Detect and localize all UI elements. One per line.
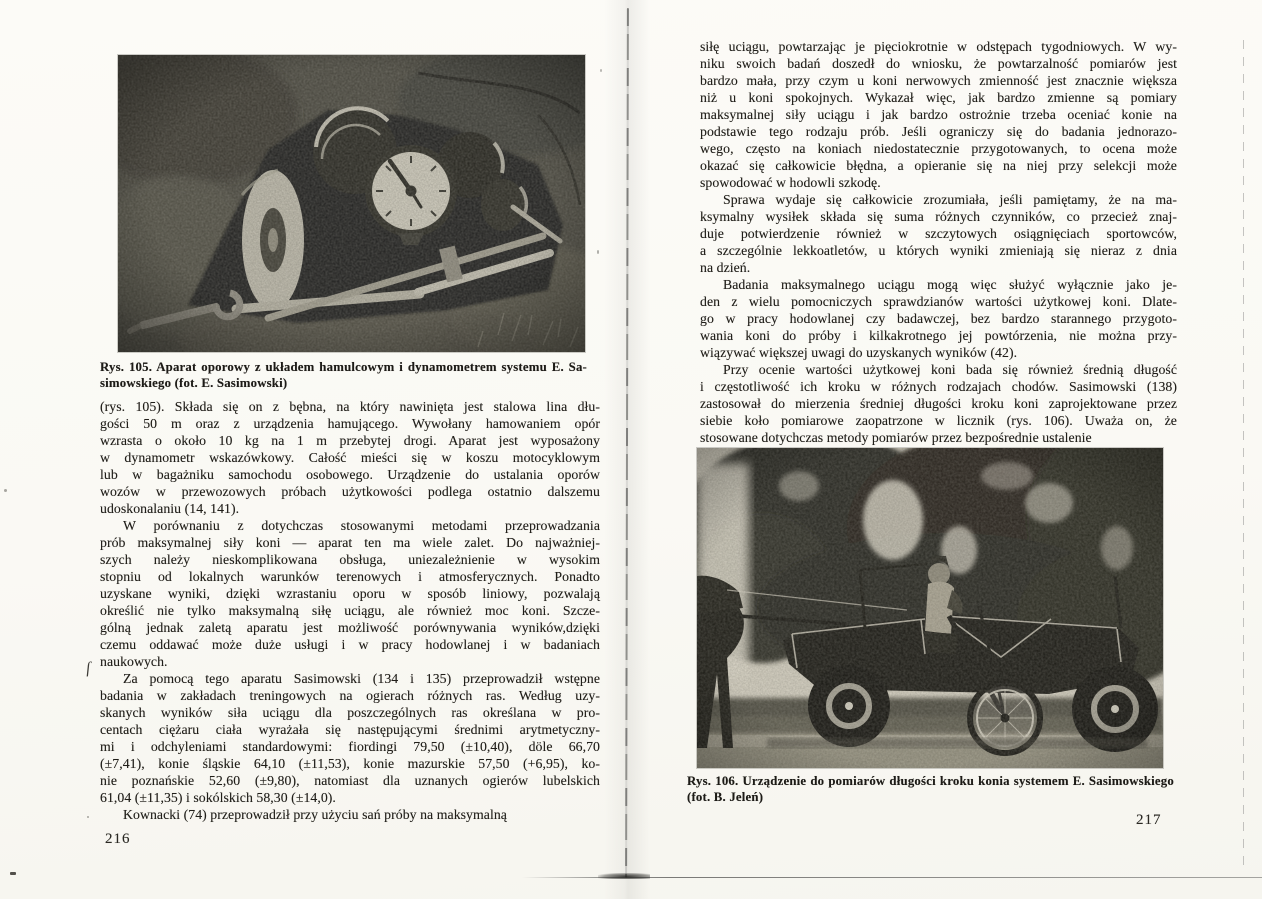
text-line: czemu oddawać może duże usługi i w pracy hodowlanej i w badaniach bbox=[100, 637, 600, 652]
text-line: gości 50 m oraz z urządzenia hamującego. Wywołany hamowaniem opór bbox=[100, 416, 600, 431]
left-page-body-text bbox=[100, 398, 600, 823]
text-line: Za pomocą tego aparatu Sasimowski (134 i 135) przeprowadził wstępne bbox=[123, 671, 600, 686]
text-line: Kownacki (74) przeprowadził przy użyciu sań próby na maksymalną bbox=[123, 807, 507, 822]
text-line: Badania maksymalnego uciągu mogą więc służyć wyłącznie jako je- bbox=[723, 277, 1177, 292]
text-line: wiązywać większej uwagi do uzyskanych wyników (42). bbox=[700, 345, 1018, 360]
text-line: mi i odchyleniami standardowymi: fiordingi 79,50 (±10,40), döle 66,70 bbox=[100, 739, 600, 754]
text-line: siebie koło pomiarowe zaopatrzone w licznik (rys. 106). Uważa on, że bbox=[700, 413, 1177, 428]
paragraph bbox=[100, 517, 600, 670]
ink-speck bbox=[4, 489, 7, 492]
right-page-body-text bbox=[700, 38, 1177, 446]
text-line: w dynamometr wskazówkowy. Całość mieści się w koszu motocyklowym bbox=[100, 450, 600, 465]
figure-106-illustration bbox=[697, 448, 1163, 768]
figure-105-photo bbox=[118, 55, 585, 352]
text-line: stosowane dotychczas metody pomiarów przez bezpośrednie ustalenie bbox=[700, 430, 1092, 445]
text-line: a szczególnie lekkoatletów, u których wyniki zmieniają się nieraz z dnia bbox=[700, 243, 1177, 258]
ink-speck bbox=[600, 69, 602, 72]
text-line: szych należy nieskomplikowana obsługa, uniezależnienie w wysokim bbox=[100, 552, 600, 567]
handwritten-margin-mark: ſ bbox=[85, 659, 92, 678]
scan-bottom-ink-blot bbox=[598, 873, 650, 879]
text-line: podstawie tego rodzaju prób. Jeśli ograniczy się do badania jednorazo- bbox=[700, 124, 1177, 139]
text-line: go w pracy hodowlanej czy badawczej, bez bardzo starannego przygoto- bbox=[700, 311, 1177, 326]
text-line: nie poznańskie 52,60 (±9,80), natomiast dla uznanych ogierów lubelskich bbox=[100, 773, 600, 788]
paragraph bbox=[100, 398, 600, 517]
text-line: wozów w przewozowych próbach użytkowości podlega ostatnio dalszemu bbox=[100, 484, 600, 499]
text-line: maksymalnej siły uciągu i jak bardzo ostrożnie trzeba oceniać konie na bbox=[700, 107, 1177, 122]
text-line: siłę uciągu, powtarzając je pięciokrotnie w odstępach tygodniowych. W wy- bbox=[700, 39, 1177, 54]
text-line: (fot. B. Jeleń) bbox=[687, 789, 764, 804]
paragraph bbox=[100, 670, 600, 806]
text-line: wania koni do próby i kilkakrotnego jej powtórzenia, nie można przy- bbox=[700, 328, 1177, 343]
figure-105-caption bbox=[100, 360, 587, 391]
text-line: okazać się całkowicie błędna, a opieranie się na niej przy selekcji może bbox=[700, 158, 1177, 173]
paragraph bbox=[100, 806, 600, 823]
figure-106-caption bbox=[687, 774, 1174, 805]
text-line: Przy ocenie wartości użytkowej koni bada się również średnią długość bbox=[723, 362, 1177, 377]
text-line: stopniu od lokalnych warunków terenowych i atmosferycznych. Ponadto bbox=[100, 569, 600, 584]
text-line: wego, często na koniach niedostatecznie przygotowanych, to ocena może bbox=[700, 141, 1177, 156]
scan-right-edge-line bbox=[1243, 40, 1244, 868]
right-page-number: 217 bbox=[1136, 812, 1162, 828]
text-line: i częstotliwość ich kroku w różnych rodzajach chodów. Sasimowski (138) bbox=[700, 379, 1177, 394]
text-line: Rys. 106. Urządzenie do pomiarów długości kroku konia systemem E. Sasimowskiego bbox=[687, 774, 1174, 788]
text-line: badania w zakładach treningowych na ogierach różnych ras. Według uzy- bbox=[100, 688, 600, 703]
text-line: gólną jednak zaletą aparatu jest możliwość porównywania wyników,dzięki bbox=[100, 620, 600, 635]
ink-speck bbox=[597, 250, 599, 254]
paragraph bbox=[700, 276, 1177, 361]
text-line: W porównaniu z dotychczas stosowanymi metodami przeprowadzania bbox=[123, 518, 600, 533]
ink-speck bbox=[10, 872, 16, 875]
text-line: wzrasta o około 10 kg na 1 m przebytej drogi. Aparat jest wyposażony bbox=[100, 433, 600, 448]
paragraph bbox=[700, 191, 1177, 276]
text-line: uzyskane wyniki, dzięki wzrastaniu oporu w sposób liniowy, pozwalają bbox=[100, 586, 600, 601]
text-line: prób maksymalnej siły koni — aparat ten ma wiele zalet. Do najważniej- bbox=[100, 535, 600, 550]
text-line: określić nie tylko maksymalną siłę uciągu, ale również moc koni. Szcze- bbox=[100, 603, 600, 618]
ink-speck bbox=[87, 816, 89, 818]
left-page-number: 216 bbox=[105, 831, 131, 847]
text-line: niku swoich badań doszedł do wniosku, że powtarzalność pomiarów jest bbox=[700, 56, 1177, 71]
text-line: 61,04 (±11,35) i sokólskich 58,30 (±14,0). bbox=[100, 790, 336, 805]
text-line: bardzo mała, przy czym u koni nerwowych zmienność jest znacznie większa bbox=[700, 73, 1177, 88]
text-line: niż u koni spokojnych. Wykazał więc, jak bardzo zmienne są pomiary bbox=[700, 90, 1177, 105]
page-gutter-fold-line bbox=[625, 8, 629, 878]
text-line: naukowych. bbox=[100, 654, 168, 669]
text-line: centach ciężaru ciała wyrażała się następującymi średnimi arytmetyczny- bbox=[100, 722, 600, 737]
text-line: na dzień. bbox=[700, 260, 751, 275]
text-line: Sprawa wydaje się całkowicie zrozumiała, jeśli pamiętamy, że na ma- bbox=[723, 192, 1177, 207]
text-line: (rys. 105). Składa się on z bębna, na który nawinięta jest stalowa lina dłu- bbox=[100, 399, 600, 414]
text-line: simowskiego (fot. E. Sasimowski) bbox=[100, 375, 288, 390]
text-line: duje potwierdzenie również w szczytowych osiągnięciach sportowców, bbox=[700, 226, 1177, 241]
text-line: zastosował do mierzenia średniej długości kroku koni zaprojektowane przez bbox=[700, 396, 1177, 411]
figure-106-photo bbox=[697, 448, 1163, 768]
text-line: den z wielu pomocniczych sprawdzianów wartości użytkowej koni. Dlate- bbox=[700, 294, 1177, 309]
paragraph bbox=[700, 361, 1177, 446]
text-line: (±7,41), konie śląskie 64,10 (±11,53), konie mazurskie 57,50 (+6,95), ko- bbox=[100, 756, 600, 771]
text-line: ksymalny wysiłek składa się suma różnych czynników, co przecież znaj- bbox=[700, 209, 1177, 224]
figure-105-illustration bbox=[118, 55, 585, 352]
text-line: Rys. 105. Aparat oporowy z układem hamulcowym i dynamometrem systemu E. Sa- bbox=[100, 360, 587, 374]
text-line: udoskonalaniu (14, 141). bbox=[100, 501, 240, 516]
text-line: skanych wyników siła uciągu dla poszczególnych ras określana w pro- bbox=[100, 705, 600, 720]
text-line: spowodować w hodowli szkodę. bbox=[700, 175, 881, 190]
text-line: lub w bagażniku samochodu osobowego. Urządzenie do ustalania oporów bbox=[100, 467, 600, 482]
paragraph bbox=[700, 38, 1177, 191]
